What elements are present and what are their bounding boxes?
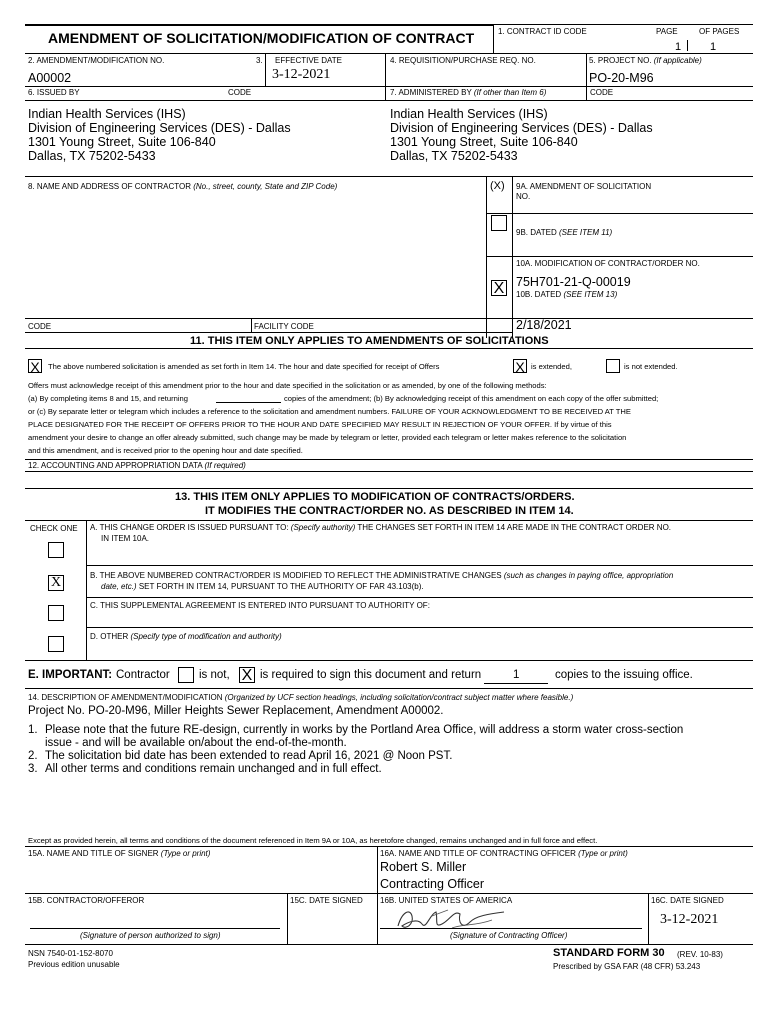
date-signed-16c-value: 3-12-2021 bbox=[660, 912, 719, 927]
signature-officer-caption: (Signature of Contracting Officer) bbox=[450, 931, 568, 940]
checkbox-10a[interactable]: X bbox=[491, 280, 507, 296]
item-11-para-2a: (a) By completing items 8 and 15, and returning bbox=[28, 394, 188, 403]
contractor-offeror-label: 15B. CONTRACTOR/OFFEROR bbox=[28, 896, 145, 905]
officer-title: Contracting Officer bbox=[380, 877, 484, 891]
item-13-title-1: 13. THIS ITEM ONLY APPLIES TO MODIFICATION OF CONTRACTS/ORDERS. bbox=[175, 491, 575, 503]
prescribed-by: Prescribed by GSA FAR (48 CFR) 53.243 bbox=[553, 962, 701, 971]
item-13d-line-1: D. OTHER (Specify type of modification and authority) bbox=[90, 632, 282, 641]
admin-line-4: Dallas, TX 75202-5433 bbox=[390, 149, 518, 163]
contract-id-label: 1. CONTRACT ID CODE bbox=[498, 27, 587, 36]
project-description: Project No. PO-20-M96, Miller Heights Sewer Replacement, Amendment A00002. bbox=[28, 705, 444, 717]
item-13a-line-2: IN ITEM 10A. bbox=[101, 534, 150, 543]
important-label: E. IMPORTANT: bbox=[28, 669, 113, 681]
requisition-label: 4. REQUISITION/PURCHASE REQ. NO. bbox=[390, 56, 536, 65]
not-extended-label: is not extended. bbox=[624, 362, 678, 371]
checkbox-11-amended[interactable]: X bbox=[28, 359, 42, 373]
issued-by-line-4: Dallas, TX 75202-5433 bbox=[28, 149, 156, 163]
contractor-code-label: CODE bbox=[28, 322, 52, 331]
checkbox-not-extended[interactable] bbox=[606, 359, 620, 373]
description-item-1: Please note that the future RE-design, currently in works by the Portland Area Office, will address a storm water cross-section bbox=[45, 724, 684, 736]
item-11-para-3: or (c) By separate letter or telegram which includes a reference to the solicitation and amendment numbers. FAILURE OF YOUR ACKNOWLEDGMENT TO BE RECEIVED AT THE bbox=[28, 407, 631, 416]
dated-9b-label: 9B. DATED (SEE ITEM 11) bbox=[516, 228, 613, 237]
item-11-title: 11. THIS ITEM ONLY APPLIES TO AMENDMENTS OF SOLICITATIONS bbox=[190, 335, 549, 347]
item-11-line-1: The above numbered solicitation is amended as set forth in Item 14. The hour and date specified for receipt of Offers bbox=[48, 362, 440, 371]
item-11-para-4: PLACE DESIGNATED FOR THE RECEIPT OF OFFERS PRIOR TO THE HOUR AND DATE SPECIFIED MAY RESULT IN REJECTION OF YOUR OFFER. If by virtue of this bbox=[28, 420, 612, 429]
issued-by-line-2: Division of Engineering Services (DES) - Dallas bbox=[28, 121, 291, 135]
dated-10b-label: 10B. DATED (SEE ITEM 13) bbox=[516, 290, 618, 299]
checkbox-9a[interactable] bbox=[491, 215, 507, 231]
description-item-3: All other terms and conditions remain unchanged and in full effect. bbox=[45, 763, 382, 775]
checkbox-13c[interactable] bbox=[48, 605, 64, 621]
issued-by-line-3: 1301 Young Street, Suite 106-840 bbox=[28, 135, 216, 149]
amendment-no-label: 2. AMENDMENT/MODIFICATION NO. bbox=[28, 56, 165, 65]
item-11-para-1: Offers must acknowledge receipt of this amendment prior to the hour and date specified in the solicitation or as amended, by one of the following methods: bbox=[28, 381, 547, 390]
project-no-value: PO-20-M96 bbox=[589, 71, 654, 85]
form-title: AMENDMENT OF SOLICITATION/MODIFICATION OF CONTRACT bbox=[48, 30, 475, 46]
signer-name-label: 15A. NAME AND TITLE OF SIGNER (Type or print) bbox=[28, 849, 211, 858]
item-11-para-2b: copies of the amendment; (b) By acknowledging receipt of this amendment on each copy of the offer submitted; bbox=[284, 394, 659, 403]
checkbox-not-required[interactable] bbox=[178, 667, 194, 683]
checkbox-required[interactable]: X bbox=[239, 667, 255, 683]
form-revision: (REV. 10-83) bbox=[677, 950, 723, 959]
signature-person-caption: (Signature of person authorized to sign) bbox=[80, 931, 221, 940]
important-required: is required to sign this document and return bbox=[260, 669, 482, 681]
effective-date-label: EFFECTIVE DATE bbox=[275, 56, 342, 65]
dated-10b-value: 2/18/2021 bbox=[516, 318, 572, 332]
important-contractor: Contractor bbox=[116, 669, 170, 681]
check-one-label: CHECK ONE bbox=[30, 524, 78, 533]
amendment-no-value: A00002 bbox=[28, 71, 72, 85]
page-label: PAGE bbox=[656, 27, 678, 36]
date-signed-16c-label: 16C. DATE SIGNED bbox=[651, 896, 724, 905]
item-13c-line-1: C. THIS SUPPLEMENTAL AGREEMENT IS ENTERED INTO PURSUANT TO AUTHORITY OF: bbox=[90, 601, 430, 610]
standard-form-label: STANDARD FORM 30 bbox=[553, 947, 665, 959]
checkbox-13b[interactable]: X bbox=[48, 575, 64, 591]
admin-line-2: Division of Engineering Services (DES) - Dallas bbox=[390, 121, 653, 135]
modification-contract-value: 75H701-21-Q-00019 bbox=[516, 275, 631, 289]
administered-by-label: 7. ADMINISTERED BY (If other than Item 6) bbox=[390, 88, 547, 97]
nsn-number: NSN 7540-01-152-8070 bbox=[28, 949, 113, 958]
item-13b-line-1: B. THE ABOVE NUMBERED CONTRACT/ORDER IS MODIFIED TO REFLECT THE ADMINISTRATIVE CHANGES (such as changes in paying office, appropriation bbox=[90, 571, 674, 580]
pages-value: 1 bbox=[710, 41, 717, 53]
important-copies-text: copies to the issuing office. bbox=[555, 669, 693, 681]
admin-code-label: CODE bbox=[590, 88, 614, 97]
description-item-1-cont: issue - and will be available on/about the end-of-the-month. bbox=[45, 737, 347, 749]
checkbox-13d[interactable] bbox=[48, 636, 64, 652]
page-value: 1 bbox=[675, 41, 682, 53]
amendment-solicitation-no: NO. bbox=[516, 192, 531, 201]
checkbox-extended[interactable]: X bbox=[513, 359, 527, 373]
description-label: 14. DESCRIPTION OF AMENDMENT/MODIFICATION (Organized by UCF section headings, including solicitation/contract subject matter where feasible.) bbox=[28, 693, 574, 702]
description-item-2: The solicitation bid date has been extended to read April 16, 2021 @ Noon PST. bbox=[45, 750, 453, 762]
x-column-header: (X) bbox=[490, 180, 505, 192]
description-item-1-num: 1. bbox=[28, 724, 38, 736]
except-statement: Except as provided herein, all terms and conditions of the document referenced in Item 9A or 10A, as heretofore changed, remains unchanged and in full force and effect. bbox=[28, 836, 598, 845]
previous-edition: Previous edition unusable bbox=[28, 960, 120, 969]
amendment-solicitation-label: 9A. AMENDMENT OF SOLICITATION bbox=[516, 182, 652, 191]
copies-value: 1 bbox=[513, 669, 520, 681]
item-13b-line-2: date, etc.) SET FORTH IN ITEM 14, PURSUANT TO THE AUTHORITY OF FAR 43.103(b). bbox=[101, 582, 424, 591]
important-is-not: is not, bbox=[199, 669, 230, 681]
accounting-label: 12. ACCOUNTING AND APPROPRIATION DATA (If required) bbox=[28, 461, 246, 470]
item-11-para-5: amendment your desire to change an offer already submitted, such change may be made by telegram or letter, provided each telegram or letter makes reference to the solicitation bbox=[28, 433, 627, 442]
admin-line-1: Indian Health Services (IHS) bbox=[390, 107, 548, 121]
item-13-title-2: IT MODIFIES THE CONTRACT/ORDER NO. AS DESCRIBED IN ITEM 14. bbox=[205, 505, 574, 517]
effective-date-num: 3. bbox=[256, 56, 263, 65]
item-11-para-6: and this amendment, and is received prior to the opening hour and date specified. bbox=[28, 446, 303, 455]
item-13a-line-1: A. THIS CHANGE ORDER IS ISSUED PURSUANT TO: (Specify authority) THE CHANGES SET FORTH IN ITEM 14 ARE MADE IN THE CONTRACT ORDER NO. bbox=[90, 523, 672, 532]
description-item-3-num: 3. bbox=[28, 763, 38, 775]
modification-contract-label: 10A. MODIFICATION OF CONTRACT/ORDER NO. bbox=[516, 259, 700, 268]
checkbox-13a[interactable] bbox=[48, 542, 64, 558]
project-no-label: 5. PROJECT NO. (If applicable) bbox=[589, 56, 702, 65]
effective-date-value: 3-12-2021 bbox=[272, 67, 331, 82]
date-signed-15c-label: 15C. DATE SIGNED bbox=[290, 896, 363, 905]
description-item-2-num: 2. bbox=[28, 750, 38, 762]
officer-name: Robert S. Miller bbox=[380, 860, 467, 874]
officer-name-label: 16A. NAME AND TITLE OF CONTRACTING OFFICER (Type or print) bbox=[380, 849, 628, 858]
issued-by-line-1: Indian Health Services (IHS) bbox=[28, 107, 186, 121]
contractor-label: 8. NAME AND ADDRESS OF CONTRACTOR (No., street, county, State and ZIP Code) bbox=[28, 182, 338, 191]
is-extended-label: is extended, bbox=[531, 362, 572, 371]
of-pages-label: OF PAGES bbox=[699, 27, 740, 36]
facility-code-label: FACILITY CODE bbox=[254, 322, 314, 331]
issued-by-label: 6. ISSUED BY bbox=[28, 88, 80, 97]
issued-code-label: CODE bbox=[228, 88, 252, 97]
admin-line-3: 1301 Young Street, Suite 106-840 bbox=[390, 135, 578, 149]
united-states-label: 16B. UNITED STATES OF AMERICA bbox=[380, 896, 513, 905]
